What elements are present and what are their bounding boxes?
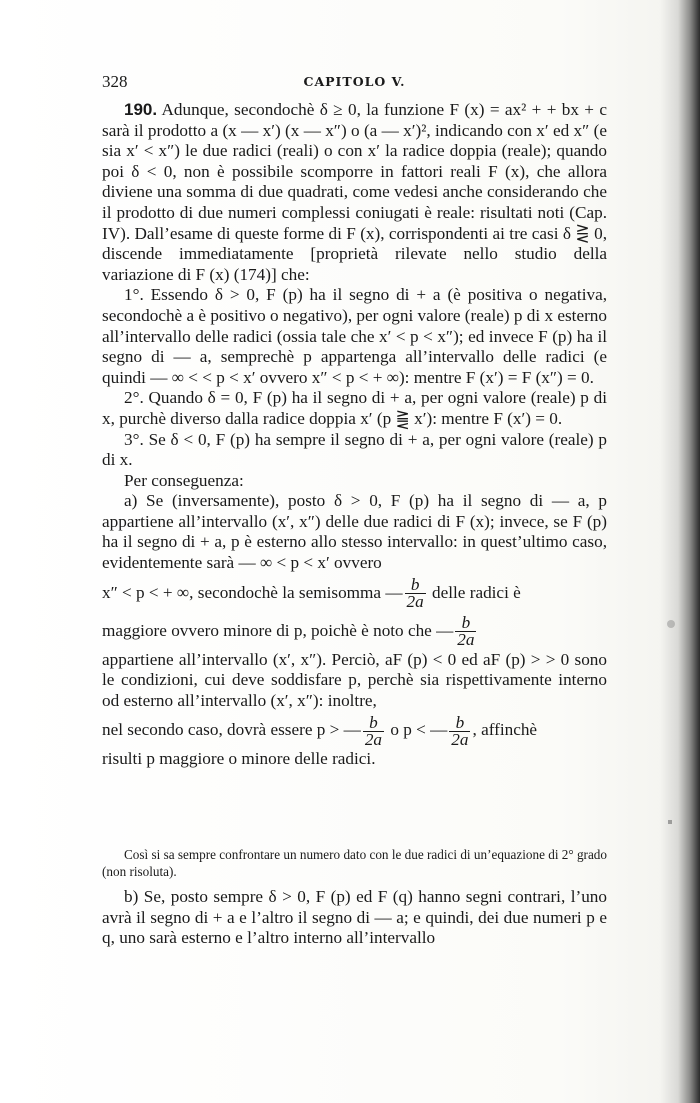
footnote-small	[102, 846, 607, 880]
note-text: Così si sa sempre confrontare un numero dato con le due radici di un’equazione di 2° grado (non risoluta).	[102, 847, 607, 879]
fraction-numerator: b	[405, 577, 426, 594]
a-text-9: risulti p maggiore o minore delle radici.	[102, 749, 376, 769]
fraction	[363, 712, 384, 749]
chapter-title: CAPITOLO V.	[303, 74, 406, 89]
a-text-3: delle radici è	[432, 582, 521, 602]
paragraph-case-3: 3°. Se δ < 0, F (p) ha sempre il segno di + a, per ogni valore (reale) p di x.	[102, 429, 607, 470]
a-text-4: maggiore ovvero minore di p, poichè è noto che —	[102, 620, 454, 640]
a-text-2: x″ < p < + ∞, secondochè la semisomma —	[102, 582, 403, 602]
a-text-6: nel secondo caso, dovrà essere p > —	[102, 720, 361, 740]
book-spine-shadow	[660, 0, 700, 1103]
paragraph-a-cont	[102, 574, 607, 612]
paragraph-case-2: 2°. Quando δ = 0, F (p) ha il segno di + a, per ogni valore (reale) p di x, purchè diverso dalla radice doppia x′ (p ⪌ x′): mentre F (x′) = 0.	[102, 388, 607, 428]
paragraph-a-cont2	[102, 612, 607, 650]
running-header	[102, 72, 607, 94]
paper-speck	[668, 820, 672, 824]
main-text	[102, 100, 607, 770]
intro-text: Adunque, secondochè δ ≥ 0, la funzione F (x) = ax² + + bx + c sarà il prodotto a (x — x′) (x — x″) o (a — x′)², indicando con x′ ed x″ (e sia x′ < x″) le due radici (reali) o con x′ la radice doppia (reale); quando poi δ < 0, non è possibile scomporre in fattori reali F (x), che allora diviene una somma di due quadrati, come vedesi anche considerando che il prodotto di due numeri complessi coniugati è reale: risultati noti (Cap. IV). Dall’esame di queste forme di F (x), corrispondenti ai tre casi δ ⋛ 0, discende immediatamente [proprietà rilevate nello studio della variazione di F (x) (174)] che:	[102, 100, 607, 284]
paragraph-a-cont5	[102, 749, 607, 770]
fraction	[449, 712, 470, 749]
section-number: 190.	[124, 100, 158, 119]
main-text-continued	[102, 887, 607, 949]
paragraph-case-1: 1°. Essendo δ > 0, F (p) ha il segno di + a (è positiva o negativa, secondochè a è positivo o negativo), per ogni valore (reale) p di x esterno all’intervallo delle radici (ossia tale che x′ < p < x″); ed invece F (p) ha il segno di — a, semprechè p appartenga all’intervallo delle radici (e quindi — ∞ < < p < x′ ovvero x″ < p < + ∞): mentre F (x′) = F (x″) = 0.	[102, 285, 607, 387]
fraction-numerator: b	[363, 715, 384, 732]
fraction-numerator: b	[449, 715, 470, 732]
fraction-denominator: 2a	[457, 630, 475, 650]
a-text-5: appartiene all’intervallo (x′, x″). Perciò, aF (p) < 0 ed aF (p) > > 0 sono le condizioni, cui deve soddisfare p, perchè sia rispettivamente interno od esterno all’intervallo (x′, x″): inoltre,	[102, 649, 607, 710]
paper-speck	[667, 620, 675, 628]
paragraph-intro	[102, 100, 607, 285]
page-number: 328	[102, 72, 128, 91]
fraction-numerator: b	[455, 615, 476, 632]
paragraph-a-cont3	[102, 650, 607, 712]
fraction	[455, 615, 476, 648]
fraction-denominator: 2a	[451, 729, 469, 749]
a-text-8: , affinchè	[472, 720, 538, 740]
paragraph-consequence: Per conseguenza:	[124, 470, 244, 490]
a-text-7: o p < —	[390, 720, 448, 740]
a-text-1: a) Se (inversamente), posto δ > 0, F (p) ha il segno di — a, p appartiene all’intervallo (x′, x″) delle due radici di F (x); invece, se F (p) ha il segno di + a, p è esterno allo stesso intervallo: in quest’ultimo caso, evidentemente sarà — ∞ < p < x′ ovvero	[102, 491, 607, 573]
fraction-denominator: 2a	[406, 592, 424, 612]
fraction	[405, 577, 426, 610]
paragraph-b: b) Se, posto sempre δ > 0, F (p) ed F (q) hanno segni contrari, l’uno avrà il segno di + a e l’altro il segno di — a; e quindi, dei due numeri p e q, uno sarà esterno e l’altro interno all’intervallo	[102, 887, 607, 948]
paragraph-a	[102, 491, 607, 573]
paragraph-a-cont4	[102, 711, 607, 749]
fraction-denominator: 2a	[364, 729, 383, 749]
